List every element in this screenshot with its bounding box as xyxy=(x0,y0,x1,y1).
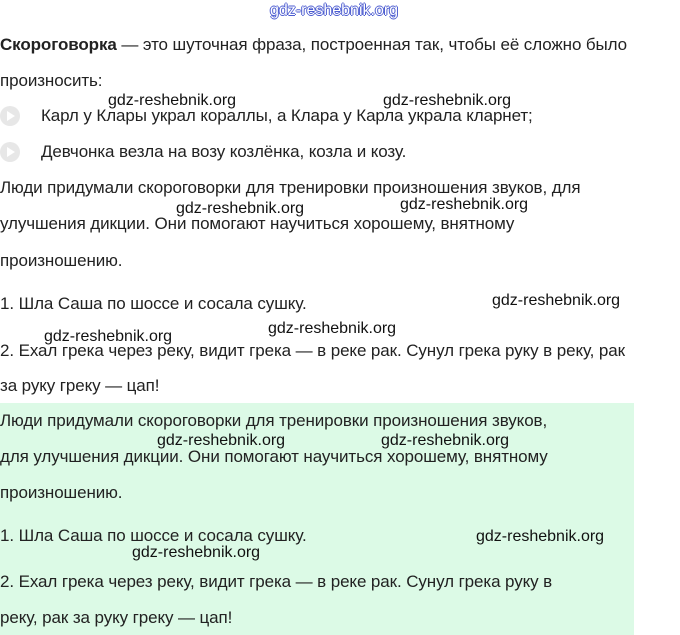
answer-line: реку, рак за руку греку — цап! xyxy=(0,608,233,627)
play-bullet-icon xyxy=(0,106,20,126)
watermark-top: gdz-reshebnik.org xyxy=(270,2,399,19)
task-line: Люди придумали скороговорки для тренировки произношения звуков, для xyxy=(0,178,581,197)
watermark: gdz-reshebnik.org xyxy=(108,92,237,109)
task-line: произношению. xyxy=(0,251,123,270)
task-line: 1. Шла Саша по шоссе и сосала сушку. xyxy=(0,294,307,313)
answer-box xyxy=(0,403,634,635)
watermark: gdz-reshebnik.org xyxy=(268,320,397,337)
play-bullet-icon xyxy=(0,142,20,162)
definition-line-1 xyxy=(0,35,627,55)
answer-line: Люди придумали скороговорки для тренировки произношения звуков, xyxy=(0,411,548,430)
watermark: gdz-reshebnik.org xyxy=(492,292,621,309)
term: Скороговорка xyxy=(0,35,117,54)
watermark: gdz-reshebnik.org xyxy=(476,528,605,545)
task-line: за руку греку — цап! xyxy=(0,376,160,395)
watermark: gdz-reshebnik.org xyxy=(44,328,173,345)
answer-line: для улучшения дикции. Они помогают научиться хорошему, внятному xyxy=(0,447,548,466)
watermark: gdz-reshebnik.org xyxy=(381,432,510,449)
example-text: Карл у Клары украл кораллы, а Клара у Карла украла кларнет; xyxy=(41,106,533,125)
answer-line: 2. Ехал грека через реку, видит грека — в реке рак. Сунул грека руку в xyxy=(0,572,553,591)
answer-line: 1. Шла Саша по шоссе и сосала сушку. xyxy=(0,526,307,545)
watermark: gdz-reshebnik.org xyxy=(157,432,286,449)
example-text: Девчонка везла на возу козлёнка, козла и козу. xyxy=(41,142,407,161)
task-line: улучшения дикции. Они помогают научиться хорошему, внятному xyxy=(0,214,515,233)
watermark: gdz-reshebnik.org xyxy=(383,92,512,109)
watermark: gdz-reshebnik.org xyxy=(176,200,305,217)
definition-line-2: произносить: xyxy=(0,71,103,90)
watermark: gdz-reshebnik.org xyxy=(400,196,529,213)
answer-line: произношению. xyxy=(0,483,123,502)
definition-text: — это шуточная фраза, построенная так, чтобы её сложно было xyxy=(116,35,628,54)
watermark: gdz-reshebnik.org xyxy=(132,544,261,561)
task-line: 2. Ехал грека через реку, видит грека — в реке рак. Сунул грека руку в реку, рак xyxy=(0,341,625,360)
